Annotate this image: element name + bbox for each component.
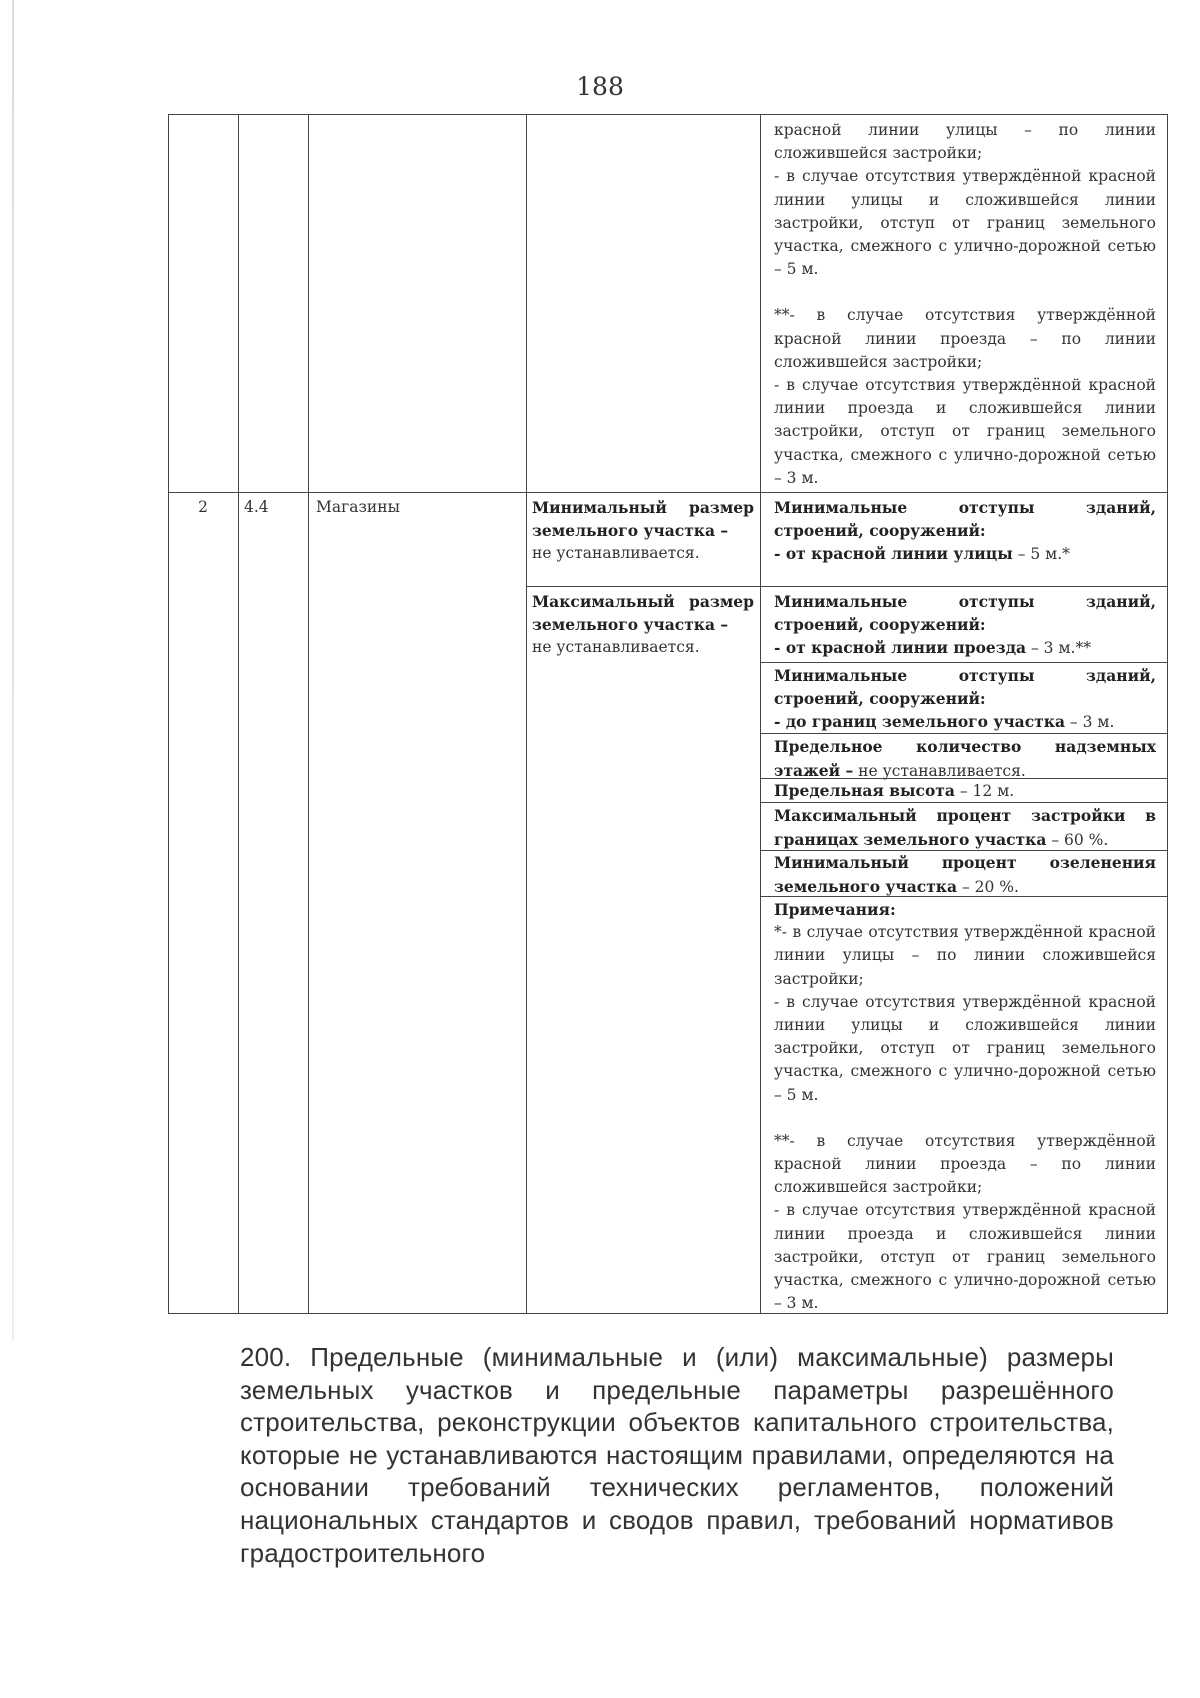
param-setback-boundary bbox=[774, 664, 1156, 735]
table-border-top bbox=[168, 114, 1168, 115]
table-border-left bbox=[168, 114, 169, 1314]
note-line: *- в случае отсутствия утверждённой красной линии улицы – по линии сложившейся застройки; bbox=[774, 923, 1156, 988]
param-suffix: – 3 м. bbox=[1065, 713, 1115, 732]
note-line: красной линии улицы – по линии сложившейся застройки; bbox=[774, 121, 1156, 163]
param-setback-street bbox=[774, 496, 1156, 567]
row-code: 4.4 bbox=[244, 498, 269, 516]
param-label: Минимальные отступы зданий, строений, сооружений: bbox=[774, 666, 1156, 709]
table-col-divider bbox=[526, 114, 527, 1314]
note-line: **- в случае отсутствия утверждённой красной линии проезда – по линии сложившейся застройки; bbox=[774, 1131, 1156, 1197]
param-label: Предельная высота bbox=[774, 781, 955, 800]
param-suffix: – 60 %. bbox=[1046, 831, 1109, 850]
zoning-table bbox=[168, 114, 1168, 1314]
param-floors bbox=[774, 735, 1156, 783]
plot-min-size-cell bbox=[532, 496, 754, 566]
param-label: Максимальный процент застройки в границах земельного участка bbox=[774, 806, 1156, 850]
page-number: 188 bbox=[576, 72, 624, 101]
param-setback-passage bbox=[774, 590, 1156, 661]
param-height bbox=[774, 779, 1156, 803]
note-line: - в случае отсутствия утверждённой красной линии улицы и сложившейся линии застройки, отступ от границ земельного участка, смежного с улично-дорожной сетью – 5 м. bbox=[774, 992, 1156, 1104]
table-col-divider bbox=[760, 114, 761, 1314]
plot-max-size-cell bbox=[532, 590, 754, 660]
param-value: - от красной линии проезда bbox=[774, 638, 1027, 658]
notes-continuation-cell bbox=[774, 119, 1156, 490]
notes-cell bbox=[774, 898, 1156, 1315]
param-coverage bbox=[774, 804, 1156, 852]
plot-max-size-value: не устанавливается. bbox=[532, 638, 700, 657]
note-line: - в случае отсутствия утверждённой красной линии проезда и сложившейся линии застройки, отступ от границ земельного участка, смежного с улично-дорожной сетью – 3 м. bbox=[774, 1201, 1156, 1313]
note-line: **- в случае отсутствия утверждённой красной линии проезда – по линии сложившейся застройки; bbox=[774, 306, 1156, 371]
note-line: - в случае отсутствия утверждённой красной линии улицы и сложившейся линии застройки, отступ от границ земельного участка, смежного с улично-дорожной сетью – 5 м. bbox=[774, 167, 1156, 279]
param-value: - до границ земельного участка bbox=[774, 712, 1065, 732]
param-label: Минимальные отступы зданий, строений, сооружений: bbox=[774, 498, 1156, 541]
body-paragraph bbox=[168, 1341, 1114, 1569]
table-col-divider bbox=[308, 114, 309, 1314]
paragraph-text: 200. Предельные (минимальные и (или) максимальные) размеры земельных участков и предельные параметры разрешённого строительства, реконструкции объектов капитального строительства, которые не устанавливаются настоящим правилами, определяются на основании требований технических регламентов, положений национальных стандартов и сводов правил, требований нормативов градостроительного bbox=[240, 1342, 1114, 1568]
param-landscaping bbox=[774, 851, 1156, 899]
table-col-divider bbox=[238, 114, 239, 1314]
table-border-right bbox=[1167, 114, 1168, 1314]
row-name: Магазины bbox=[316, 498, 400, 516]
param-label: Предельное количество надземных этажей – bbox=[774, 737, 1156, 781]
cell-divider bbox=[760, 662, 1168, 663]
cell-divider bbox=[526, 586, 1168, 587]
param-label: Минимальные отступы зданий, строений, сооружений: bbox=[774, 592, 1156, 635]
notes-title: Примечания: bbox=[774, 900, 896, 919]
param-suffix: – 20 %. bbox=[957, 878, 1019, 897]
scan-edge bbox=[12, 0, 14, 1340]
plot-min-size-value: не устанавливается. bbox=[532, 544, 700, 563]
param-suffix: – 3 м.** bbox=[1026, 639, 1091, 658]
row-divider bbox=[168, 492, 1168, 493]
plot-max-size-label: Максимальный размер земельного участка – bbox=[532, 592, 754, 635]
param-suffix: не устанавливается. bbox=[853, 762, 1026, 781]
param-suffix: – 12 м. bbox=[954, 782, 1015, 800]
param-value: - от красной линии улицы bbox=[774, 544, 1013, 564]
note-line: - в случае отсутствия утверждённой красной линии проезда и сложившейся линии застройки, отступ от границ земельного участка, смежного с улично-дорожной сетью – 3 м. bbox=[774, 376, 1156, 487]
param-label: Минимальный процент озеленения земельного участка bbox=[774, 853, 1156, 897]
plot-min-size-label: Минимальный размер земельного участка – bbox=[532, 498, 754, 541]
param-suffix: – 5 м.* bbox=[1012, 545, 1070, 564]
row-number: 2 bbox=[198, 498, 208, 516]
